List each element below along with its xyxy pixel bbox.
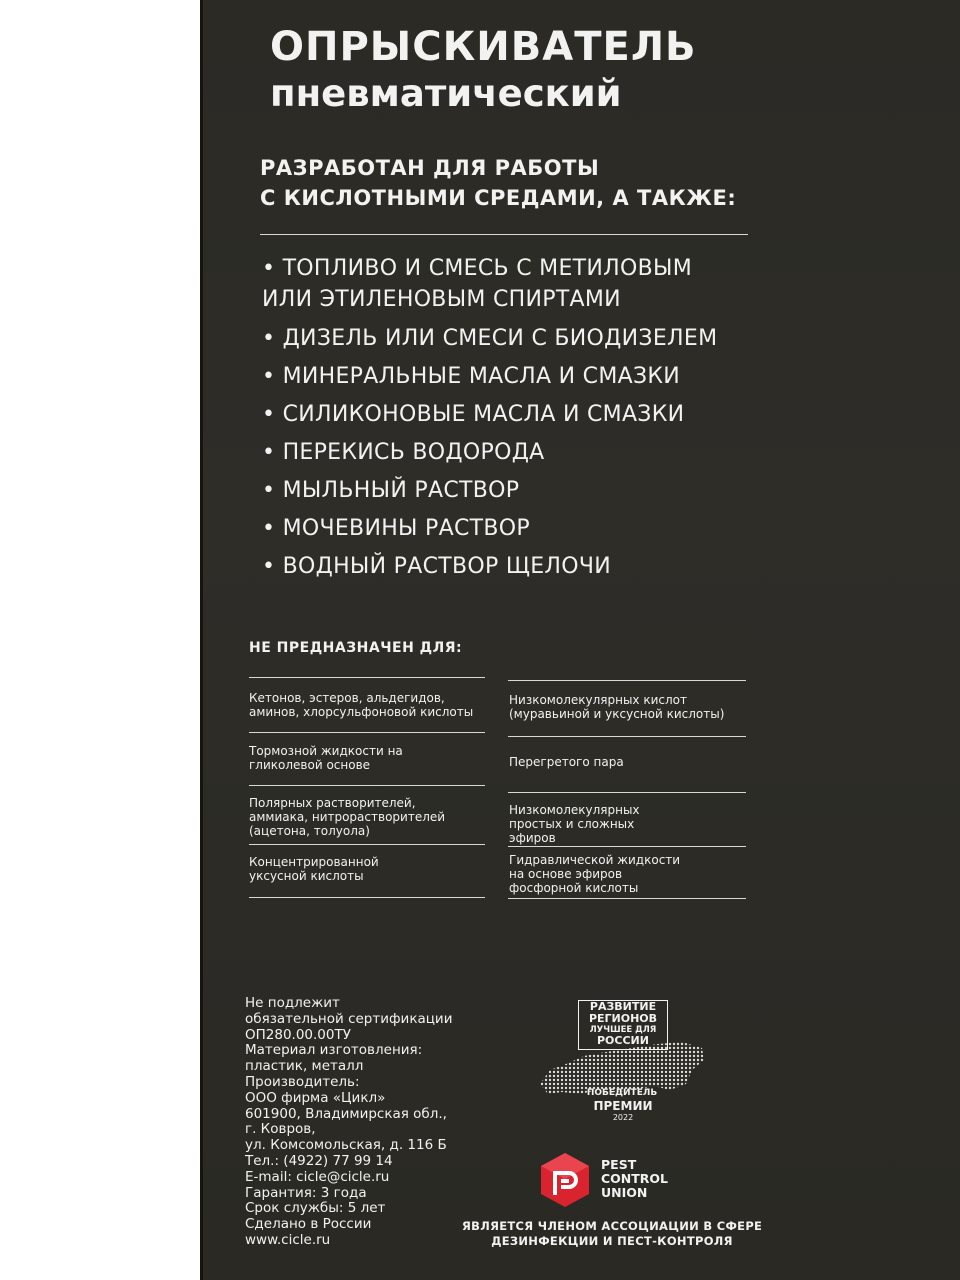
award-winner: ПОБЕДИТЕЛЬ	[586, 1088, 658, 1098]
membership-line-1: ЯВЛЯЕТСЯ ЧЛЕНОМ АССОЦИАЦИИ В СФЕРЕ	[462, 1219, 763, 1233]
info-line: Не подлежит	[245, 995, 340, 1011]
manufacturer-info	[245, 996, 475, 1249]
info-line: ОП280.00.00ТУ	[245, 1026, 351, 1043]
info-line: ООО фирма «Цикл»	[245, 1089, 386, 1106]
designed-for-line-1: РАЗРАБОТАН ДЛЯ РАБОТЫ	[260, 156, 600, 180]
award-year: 2022	[612, 1113, 634, 1122]
table-cell: Полярных растворителей, аммиака, нитрорастворителей (ацетона, толуола)	[249, 796, 446, 838]
table-cell: Низкомолекулярных кислот (муравьиной и уксусной кислоты)	[509, 693, 725, 721]
table-cell: Тормозной жидкости на гликолевой основе	[249, 744, 403, 772]
table-cell: Низкомолекулярных простых и сложных эфиров	[509, 803, 640, 845]
table-cell: Кетонов, эстеров, альдегидов, аминов, хлорсульфоновой кислоты	[249, 691, 474, 719]
info-line: E-mail: cicle@cicle.ru	[245, 1168, 390, 1185]
list-item: • ПЕРЕКИСЬ ВОДОРОДА	[262, 440, 545, 465]
award-line: РАЗВИТИЕ	[589, 1000, 657, 1013]
list-item: • МОЧЕВИНЫ РАСТВОР	[262, 516, 530, 541]
list-item: • МЫЛЬНЫЙ РАСТВОР	[262, 478, 520, 503]
divider	[508, 736, 746, 737]
divider	[249, 785, 485, 786]
package-edge	[200, 0, 203, 1280]
info-line: Производитель:	[245, 1073, 360, 1090]
info-line: пластик, металл	[245, 1058, 364, 1075]
list-item: • ВОДНЫЙ РАСТВОР ЩЕЛОЧИ	[262, 554, 612, 579]
divider	[508, 680, 746, 681]
info-line: г. Ковров,	[245, 1121, 316, 1138]
divider	[249, 732, 485, 733]
product-subtitle: пневматический	[270, 72, 622, 115]
award-premia: ПРЕМИИ	[593, 1099, 653, 1113]
divider	[508, 846, 746, 847]
list-item: • ТОПЛИВО И СМЕСЬ С МЕТИЛОВЫМ	[262, 256, 692, 281]
info-line: Срок службы: 5 лет	[245, 1200, 386, 1217]
not-for-heading: НЕ ПРЕДНАЗНАЧЕН ДЛЯ:	[249, 640, 463, 656]
info-line: Тел.: (4922) 77 99 14	[245, 1152, 393, 1169]
designed-for-line-2: С КИСЛОТНЫМИ СРЕДАМИ, А ТАКЖЕ:	[260, 186, 737, 210]
list-item: ИЛИ ЭТИЛЕНОВЫМ СПИРТАМИ	[262, 287, 621, 312]
list-item: • ДИЗЕЛЬ ИЛИ СМЕСИ С БИОДИЗЕЛЕМ	[262, 326, 718, 351]
award-line: РОССИИ	[597, 1034, 649, 1047]
info-line: Материал изготовления:	[245, 1042, 423, 1059]
table-cell: Гидравлической жидкости на основе эфиров фосфорной кислоты	[509, 853, 681, 895]
info-line: Сделано в России	[245, 1216, 372, 1233]
list-item: • СИЛИКОНОВЫЕ МАСЛА И СМАЗКИ	[262, 402, 685, 427]
award-badge	[578, 1000, 668, 1050]
pcu-line-2: CONTROL	[601, 1171, 669, 1186]
info-line: Гарантия: 3 года	[245, 1184, 367, 1201]
divider	[260, 234, 748, 235]
pcu-line-3: UNION	[601, 1185, 648, 1200]
divider	[508, 792, 746, 793]
info-line: www.cicle.ru	[245, 1231, 331, 1248]
pest-control-union-logo-icon	[539, 1151, 591, 1209]
table-cell: Перегретого пара	[509, 755, 624, 769]
award-line: ЛУЧШЕЕ ДЛЯ	[589, 1025, 657, 1035]
product-title: ОПРЫСКИВАТЕЛЬ	[270, 24, 697, 70]
info-line: обязательной сертификации	[245, 1010, 453, 1027]
divider	[249, 897, 485, 898]
list-item: • МИНЕРАЛЬНЫЕ МАСЛА И СМАЗКИ	[262, 364, 681, 389]
divider	[249, 844, 485, 845]
info-line: ул. Комсомольская, д. 116 Б	[245, 1137, 447, 1154]
info-line: 601900, Владимирская обл.,	[245, 1105, 447, 1122]
table-cell: Концентрированной уксусной кислоты	[249, 855, 379, 883]
divider	[249, 677, 485, 678]
pcu-line-1: PEST	[601, 1157, 637, 1172]
membership-line-2: ДЕЗИНФЕКЦИИ И ПЕСТ-КОНТРОЛЯ	[491, 1234, 733, 1248]
divider	[508, 898, 746, 899]
award-line: РЕГИОНОВ	[588, 1012, 658, 1025]
